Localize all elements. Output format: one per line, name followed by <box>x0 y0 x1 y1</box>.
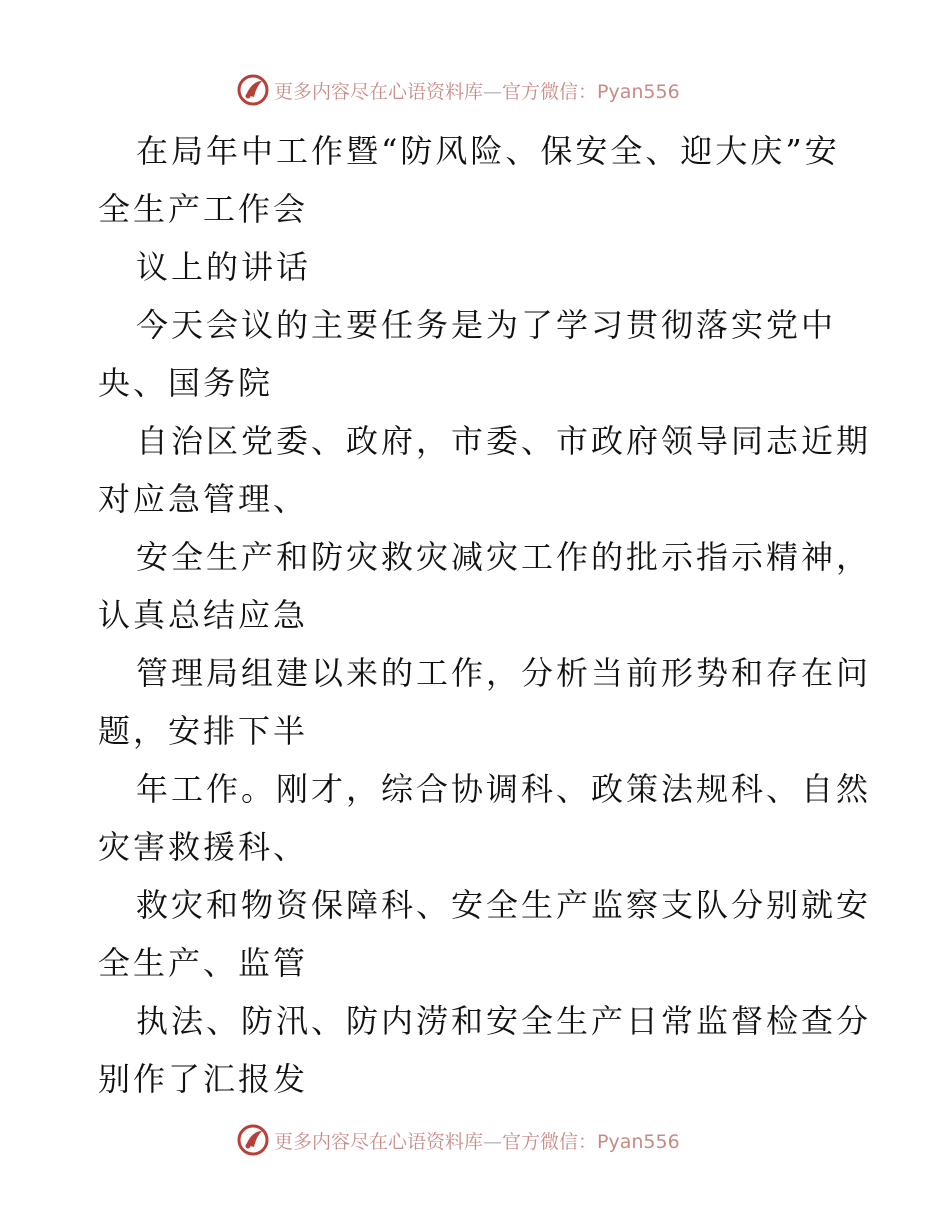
watermark-main: 更多内容尽在心语资料库 <box>274 80 484 103</box>
watermark-dash: — <box>483 80 503 103</box>
header-watermark <box>236 72 680 108</box>
text-line: 全生产工作会 <box>98 190 309 228</box>
text-line: 管理局组建以来的工作，分析当前形势和存在问 <box>136 654 872 692</box>
text-line: 题，安排下半 <box>98 712 309 750</box>
text-line: 年工作。刚才，综合协调科、政策法规科、自然 <box>136 770 872 808</box>
text-line: 安全生产和防灾救灾减灾工作的批示指示精神， <box>136 538 872 576</box>
watermark-account: Pyan556 <box>597 1130 680 1153</box>
watermark-main: 更多内容尽在心语资料库 <box>274 1130 484 1153</box>
text-line: 救灾和物资保障科、安全生产监察支队分别就安 <box>136 886 872 924</box>
document-body <box>98 122 872 1108</box>
watermark-text <box>274 1127 680 1154</box>
text-line: 执法、防汛、防内涝和安全生产日常监督检查分 <box>136 1002 872 1040</box>
watermark-suffix: 官方微信： <box>502 1130 598 1153</box>
text-line: 别作了汇报发 <box>98 1060 309 1098</box>
footer-watermark <box>236 1122 680 1158</box>
text-line: 灾害救援科、 <box>98 828 309 866</box>
text-line: 自治区党委、政府，市委、市政府领导同志近期 <box>136 422 872 460</box>
watermark-dash: — <box>483 1130 503 1153</box>
text-line: 今天会议的主要任务是为了学习贯彻落实党中 <box>136 306 837 344</box>
text-line: 央、国务院 <box>98 364 274 402</box>
watermark-suffix: 官方微信： <box>502 80 598 103</box>
brush-seal-icon <box>236 1123 270 1157</box>
text-line: 议上的讲话 <box>136 248 312 286</box>
text-line: 认真总结应急 <box>98 596 309 634</box>
watermark-text <box>274 77 680 104</box>
watermark-account: Pyan556 <box>597 80 680 103</box>
brush-seal-icon <box>236 73 270 107</box>
text-line: 全生产、监管 <box>98 944 309 982</box>
text-line: 对应急管理、 <box>98 480 309 518</box>
text-line: 在局年中工作暨“防风险、保安全、迎大庆”安 <box>136 132 840 170</box>
